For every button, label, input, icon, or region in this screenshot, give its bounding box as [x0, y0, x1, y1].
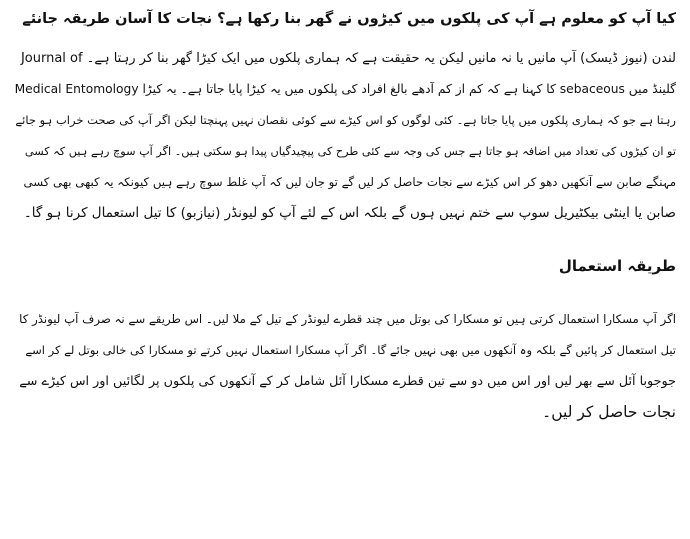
method-line-3: جوجوبا آئل سے بھر لیں اور اس میں دو سے تین قطرے مسکارا آئل شامل کر کے آنکھوں کی پلکوں پر لگائیں اور اس کیڑے سے: [19, 374, 676, 389]
method-line-1: اگر آپ مسکارا استعمال کرتی ہیں تو مسکارا کی بوتل میں چند قطرے لیونڈر کے تیل کے ملا لیں۔ اس طریقے سے نہ صرف آپ لیونڈر کا: [19, 312, 676, 326]
body-line-1: لندن (نیوز ڈیسک) آپ مانیں یا نہ مانیں لیکن یہ حقیقت ہے کہ ہماری پلکوں میں ایک کیڑا گھر بنا کر رہتا ہے۔ Journal of: [20, 51, 676, 66]
article-title: کیا آپ کو معلوم ہے آپ کی پلکوں میں کیڑوں نے گھر بنا رکھا ہے؟ نجات کا آسان طریقہ جانئے: [22, 11, 676, 27]
method-heading: طریقہ استعمال: [558, 257, 676, 275]
method-line-2: تیل استعمال کر پائیں گے بلکہ وہ آنکھوں میں بھی نہیں جائے گا۔ اگر آپ مسکارا استعمال نہیں کرتے تو مسکارا کی خالی بوتل لے کر اسے: [25, 343, 676, 357]
spacer: [14, 35, 676, 43]
body-line-3: رہتا ہے جو کہ ہماری پلکوں میں پایا جاتا ہے۔ کئی لوگوں کو اس کیڑے سے کوئی نقصان نہیں پہنچتا لیکن اگر آپ کی صحت خراب ہو جائے: [15, 113, 676, 127]
method-line-4: نجات حاصل کر لیں۔: [542, 403, 676, 421]
spacer: [14, 229, 676, 251]
body-line-5: مہنگے صابن سے آنکھیں دھو کر اس کیڑے سے نجات حاصل کر لیں گے تو جان لیں کہ آپ غلط سوچ رہے ہیں کیونکہ یہ کبھی بھی کسی: [23, 175, 676, 189]
body-line-6: صابن یا اینٹی بیکٹیریل سوپ سے ختم نہیں ہوں گے بلکہ اس کے لئے آپ کو لیونڈر (نیازبو) کا تیل استعمال کرنا ہو گا۔: [23, 205, 676, 221]
body-line-4: تو ان کیڑوں کی تعداد میں اضافہ ہو جاتا ہے جس کی وجہ سے کئی طرح کی پیچیدگیاں پیدا ہو سکتی ہیں۔ اگر آپ سوچ رہے ہیں کہ کسی: [24, 145, 676, 158]
article: [14, 4, 676, 428]
body-line-2: Medical Entomology کا کہنا ہے کہ کم از کم آدھے بالغ افراد کی پلکوں میں یہ کیڑا پایا جاتا ہے۔ یہ کیڑا sebaceous گلینڈ میں: [14, 82, 676, 96]
spacer: [14, 282, 676, 304]
